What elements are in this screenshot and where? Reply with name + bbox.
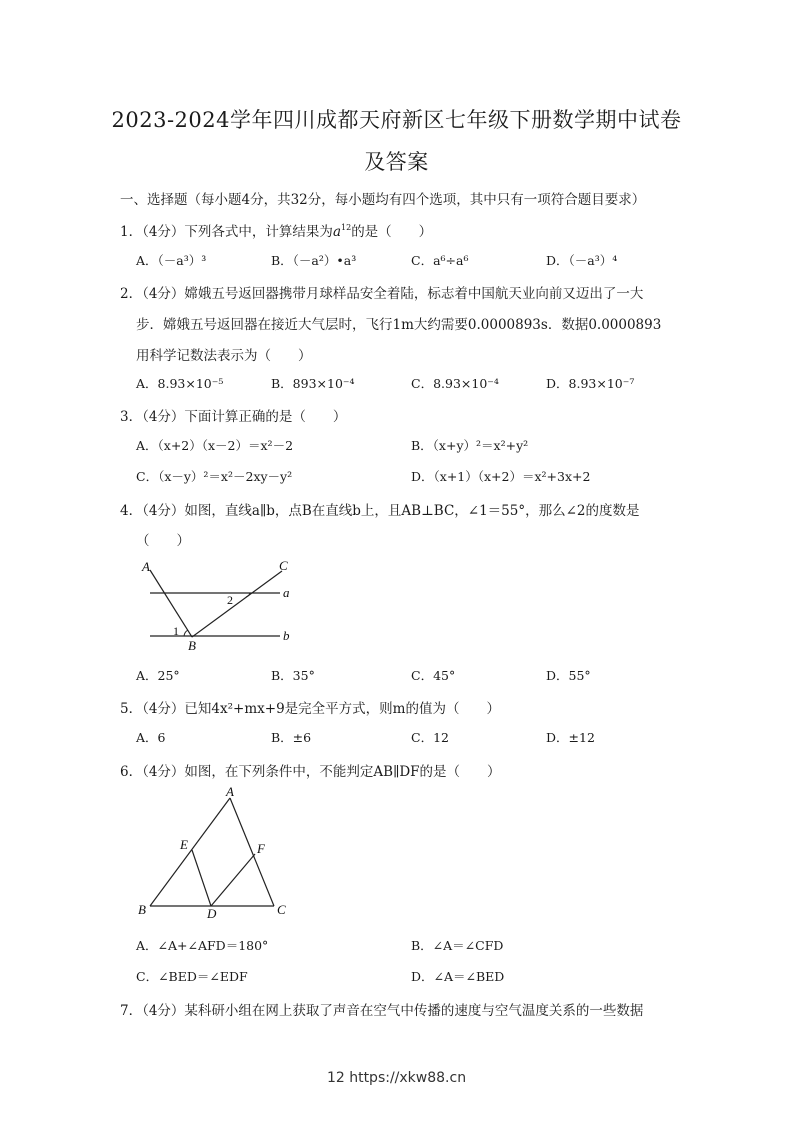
page-title-continued: 及答案 <box>364 150 429 174</box>
option-c: C．12 <box>411 730 449 745</box>
option-d: D．（－a³）⁴ <box>546 253 618 268</box>
option-c: C．a⁶÷a⁶ <box>411 253 469 268</box>
label-line-a: a <box>283 585 290 600</box>
option-c: C．45° <box>411 668 456 683</box>
option-c: C．∠BED＝∠EDF <box>136 969 248 984</box>
question-2-options <box>136 374 696 394</box>
label-a-point: A <box>142 559 150 574</box>
question-6-options-row2 <box>136 967 696 987</box>
option-d: D．±12 <box>546 730 595 745</box>
question-7-stem: 7．（4分）某科研小组在网上获取了声音在空气中传播的速度与空气温度关系的一些数据 <box>120 1003 644 1019</box>
question-2-stem: 2．（4分）嫦娥五号返回器携带月球样品安全着陆，标志着中国航天业向前又迈出了一大 <box>120 286 644 302</box>
question-3-stem: 3．（4分）下面计算正确的是（ ） <box>120 409 347 425</box>
option-c: C．（x－y）²＝x²－2xy－y² <box>136 469 293 484</box>
section-heading: 一、选择题（每小题4分，共32分，每小题均有四个选项，其中只有一项符合题目要求） <box>120 192 646 208</box>
question-4-stem-line2: （ ） <box>136 533 190 549</box>
page-title: 2023-2024学年四川成都天府新区七年级下册数学期中试卷 <box>111 108 682 132</box>
question-6-figure <box>136 784 296 924</box>
question-1-options <box>136 251 696 271</box>
question-3-options-row2 <box>136 467 696 487</box>
label-c-point: C <box>279 558 288 573</box>
label-f-point: F <box>257 841 265 856</box>
question-6-stem: 6．（4分）如图，在下列条件中，不能判定AB∥DF的是（ ） <box>120 764 501 780</box>
option-d: D．（x+1）（x+2）＝x²+3x+2 <box>411 469 591 484</box>
option-b: B．（－a²）•a³ <box>271 253 357 268</box>
label-d-point: D <box>207 906 217 921</box>
question-2-stem-line3: 用科学记数法表示为（ ） <box>136 348 312 364</box>
question-4-figure <box>136 556 316 656</box>
option-b: B．±6 <box>271 730 312 745</box>
question-1-stem: 1．（4分）下列各式中，计算结果为$a^{12}$的是（ ） <box>120 223 433 240</box>
question-4-stem: 4．（4分）如图，直线a∥b，点B在直线b上，且AB⊥BC，∠1＝55°，那么∠2的度数是 <box>120 503 640 519</box>
option-b: B．893×10⁻⁴ <box>271 376 355 391</box>
question-2-stem-line2: 步．嫦娥五号返回器在接近大气层时，飞行1m大约需要0.0000893s．数据0.0000893 <box>136 317 662 333</box>
label-line-b: b <box>283 628 290 643</box>
label-e-point: E <box>180 837 188 852</box>
option-a: A．（x+2）（x－2）＝x²－2 <box>136 438 294 453</box>
option-a: A．∠A+∠AFD＝180° <box>136 938 269 953</box>
question-3-options-row1 <box>136 436 696 456</box>
option-c: C．8.93×10⁻⁴ <box>411 376 499 391</box>
question-5-options <box>136 728 696 748</box>
label-b-point: B <box>138 902 146 917</box>
question-5-stem: 5．（4分）已知4x²+mx+9是完全平方式，则m的值为（ ） <box>120 701 500 717</box>
page-footer: 12 https://xkw88.cn <box>326 1070 467 1086</box>
option-d: D．55° <box>546 668 591 683</box>
option-a: A．（－a³）³ <box>136 253 207 268</box>
option-b: B．（x+y）²＝x²+y² <box>411 438 529 453</box>
option-b: B．35° <box>271 668 315 683</box>
question-6-options-row1 <box>136 936 696 956</box>
label-c-point: C <box>277 902 286 917</box>
question-4-options <box>136 666 696 686</box>
option-a: A．6 <box>136 730 166 745</box>
label-a-point: A <box>226 784 234 799</box>
label-b-point: B <box>188 638 196 653</box>
option-d: D．∠A＝∠BED <box>411 969 505 984</box>
option-d: D．8.93×10⁻⁷ <box>546 376 635 391</box>
label-angle-2: 2 <box>227 593 233 607</box>
option-a: A．25° <box>136 668 180 683</box>
label-angle-1: 1 <box>173 624 179 638</box>
option-a: A．8.93×10⁻⁵ <box>136 376 224 391</box>
option-b: B．∠A＝∠CFD <box>411 938 504 953</box>
